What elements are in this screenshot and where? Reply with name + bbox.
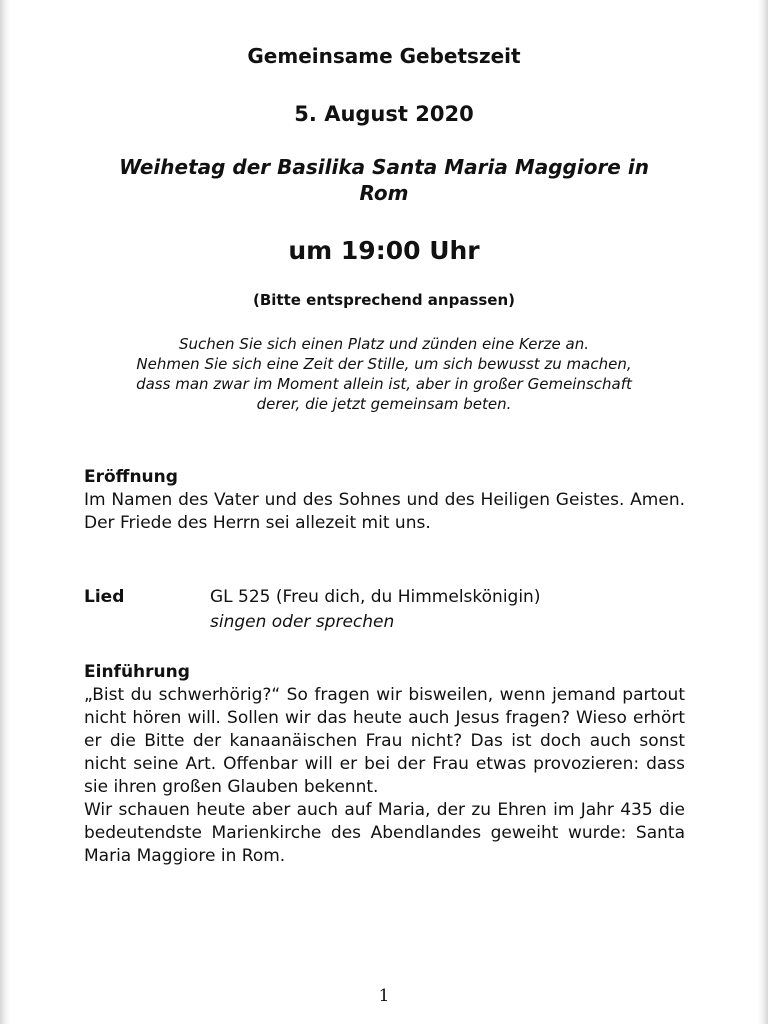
feast-title xyxy=(80,154,688,206)
page-edge-right xyxy=(758,0,768,1024)
lied-song: GL 525 (Freu dich, du Himmelskönigin) xyxy=(210,587,541,607)
einfuehrung-paragraph-2: Wir schauen heute aber auch auf Maria, der zu Ehren im Jahr 435 die bedeutendste Marienkirche des Abendlandes geweiht wurde: Santa Maria Maggiore in Rom. xyxy=(84,800,685,866)
intro-instructions xyxy=(60,334,708,414)
page-edge-left xyxy=(0,0,10,1024)
section-heading-eroeffnung: Eröffnung xyxy=(84,467,178,487)
section-einfuehrung xyxy=(84,661,685,868)
section-eroeffnung xyxy=(84,466,685,535)
page-number: 1 xyxy=(378,986,390,1006)
intro-line: Nehmen Sie sich eine Zeit der Stille, um sich bewusst zu machen, xyxy=(136,355,632,373)
lied-label: Lied xyxy=(84,587,125,607)
section-heading-einfuehrung: Einführung xyxy=(84,662,190,682)
intro-line: Suchen Sie sich einen Platz und zünden eine Kerze an. xyxy=(179,335,589,353)
lied-details xyxy=(210,585,680,635)
eroeffnung-text: Im Namen des Vater und des Sohnes und des Heiligen Geistes. Amen. Der Friede des Herrn sei allezeit mit uns. xyxy=(84,490,685,533)
lied-instruction: singen oder sprechen xyxy=(210,612,395,632)
page-title: Gemeinsame Gebetszeit xyxy=(247,44,521,68)
adjust-note: (Bitte entsprechend anpassen) xyxy=(252,291,516,309)
event-time: um 19:00 Uhr xyxy=(288,236,480,265)
feast-title-line-1: Weihetag der Basilika Santa Maria Maggiore in xyxy=(119,155,649,179)
einfuehrung-paragraph-1: „Bist du schwerhörig?“ So fragen wir bisweilen, wenn jemand partout nicht hören will. Sollen wir das heute auch Jesus fragen? Wieso erhört er die Bitte der kanaanäischen Frau nicht? Das ist doch auch sonst nicht seine Art. Offenbar will er bei der Frau etwas provozieren: dass sie ihren großen Glauben bekennt. xyxy=(84,685,685,797)
event-date: 5. August 2020 xyxy=(294,102,474,126)
intro-line: dass man zwar im Moment allein ist, aber in großer Gemeinschaft xyxy=(136,375,632,393)
intro-line: derer, die jetzt gemeinsam beten. xyxy=(256,395,512,413)
feast-title-line-2: Rom xyxy=(359,181,409,205)
